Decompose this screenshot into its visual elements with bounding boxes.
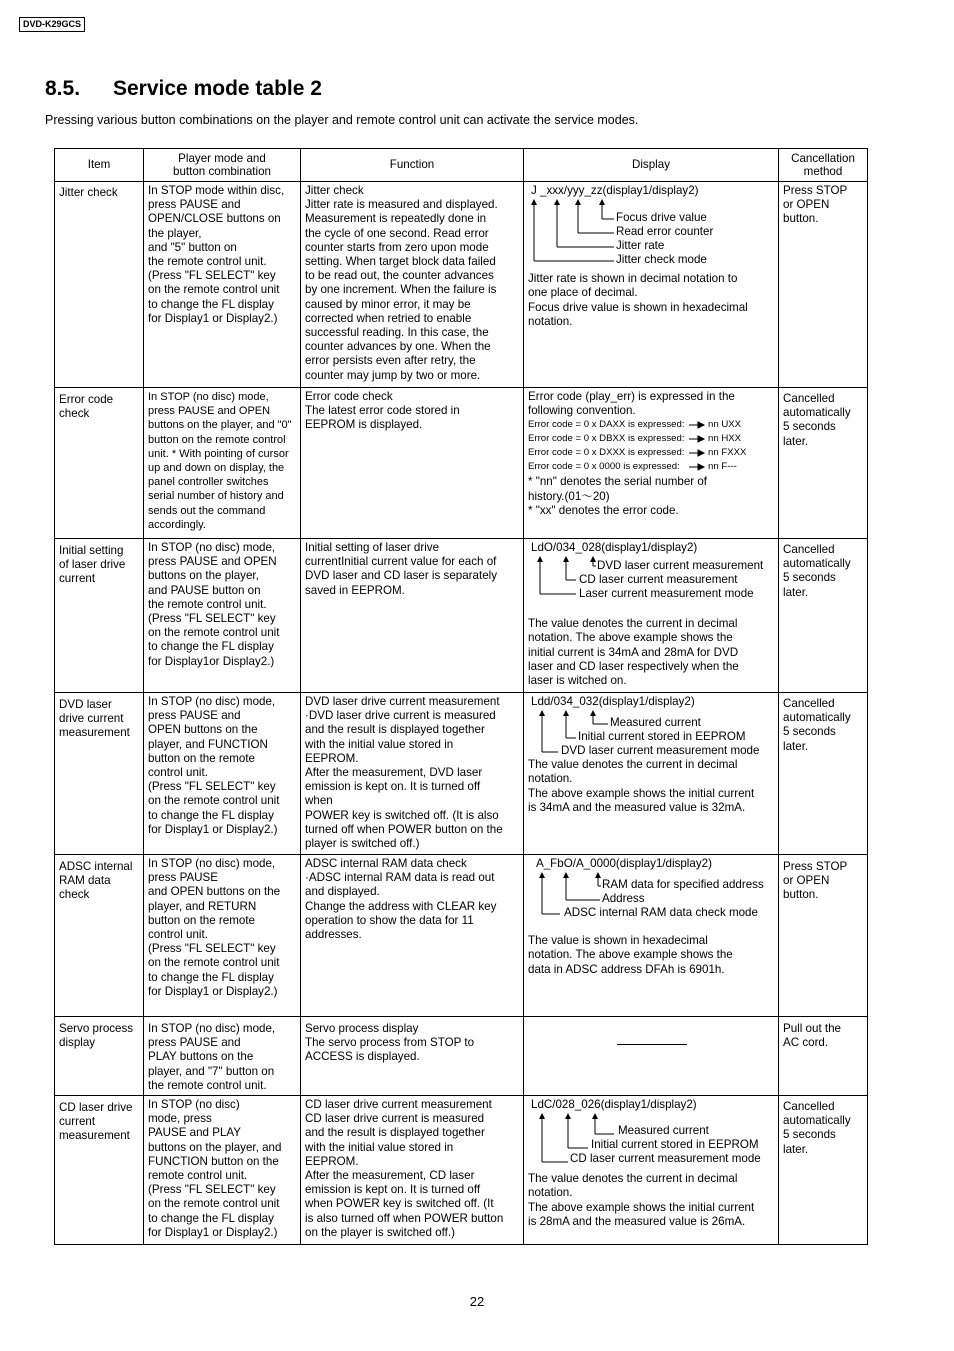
combination-cell: In STOP (no disc) mode, press PAUSE and OPEN buttons on the player, and RETURN button on the remote control unit. (Press "FL SELECT" key on the remote control unit to change the FL display for Display1 or Display2.) [144,855,301,1017]
tree-label: Measured current [610,716,701,730]
combination-cell: In STOP (no disc) mode, press PAUSE and OPEN buttons on the player, and FUNCTION button on the remote control unit. (Press "FL SELECT" key on the remote control unit to change the FL display for Display1 or Display2.) [144,693,301,855]
tree-label: ADSC internal RAM data check mode [564,906,758,920]
error-code-list [528,418,775,475]
display-cell [524,693,779,855]
page-number: 22 [469,1294,485,1309]
tree-label: CD laser current measurement [579,573,738,587]
cancel-cell: Press STOP or OPEN button. [779,855,868,1017]
display-cell [524,1096,779,1245]
tree-label: Measured current [618,1124,709,1138]
item-cell: Initial setting of laser drive current [55,539,144,693]
item-cell: Error code check [55,388,144,539]
display-head: A_FbO/A_0000(display1/display2) [536,857,712,870]
display-note: Jitter rate is shown in decimal notation to one place of decimal. Focus drive value is shown in hexadecimal notation. [528,272,748,328]
section-title-text: Service mode table 2 [113,77,322,100]
item-cell: CD laser drive current measurement [55,1096,144,1245]
table-row [55,1017,868,1096]
cancel-cell: Press STOP or OPEN button. [779,182,868,388]
header-cancellation: Cancellation method [779,149,868,182]
function-cell: ADSC internal RAM data check ·ADSC internal RAM data is read out and displayed. Change the address with CLEAR key operation to show the data for 11 addresses. [301,855,524,1017]
table-row [55,693,868,855]
combination-cell: In STOP (no disc) mode, press PAUSE and PLAY buttons on the player, and "7" button on the remote control unit. [144,1017,301,1096]
display-head: J _xxx/yyy_zz(display1/display2) [531,184,699,197]
model-label: DVD-K29GCS [19,17,85,32]
display-head: Error code (play_err) is expressed in the following convention. [528,390,735,418]
section-number: 8.5. [45,77,81,100]
display-note: * "nn" denotes the serial number of history.(01〜20) * "xx" denotes the error code. [528,475,708,517]
error-code-rule: Error code = 0 x DXXX is expressed: [528,447,685,459]
cancel-cell: Cancelled automatically 5 seconds later. [779,1096,868,1245]
function-cell: DVD laser drive current measurement ·DVD laser drive current is measured and the result is displayed together with the initial value stored in EEPROM. After the measurement, DVD laser emission is kept on. It is turned off when POWER key is switched off. (It is also turned off when POWER button on the player is switched off.) [301,693,524,855]
error-code-result: nn F--- [708,461,737,473]
table-row [55,388,868,539]
cancel-cell: Cancelled automatically 5 seconds later. [779,693,868,855]
item-cell: ADSC internal RAM data check [55,855,144,1017]
tree-label: Laser current measurement mode [579,587,754,601]
tree-label: DVD laser current measurement [597,559,764,573]
error-code-rule: Error code = 0 x DAXX is expressed: [528,419,685,431]
combination-cell: In STOP mode within disc, press PAUSE and OPEN/CLOSE buttons on the player, and "5" button on the remote control unit. (Press "FL SELECT" key on the remote control unit to change the FL display for Display1 or Display2.) [144,182,301,388]
tree-label: CD laser current measurement mode [570,1152,761,1166]
section-title [45,77,322,101]
display-tree [528,555,775,617]
tree-label: DVD laser current measurement mode [561,744,760,758]
display-cell [524,1017,779,1096]
tree-label: Initial current stored in EEPROM [591,1138,759,1152]
display-tree [528,198,775,272]
tree-label: RAM data for specified address [602,878,764,892]
item-cell: Servo process display [55,1017,144,1096]
arrow-icon [528,418,778,475]
item-cell: Jitter check [55,182,144,388]
table-row [55,182,868,388]
display-cell [524,182,779,388]
table-row [55,539,868,693]
display-tree [528,709,775,758]
display-note: The value is shown in hexadecimal notation. The above example shows the data in ADSC address DFAh is 6901h. [528,934,733,976]
function-cell: Servo process display The servo process from STOP to ACCESS is displayed. [301,1017,524,1096]
display-note: The value denotes the current in decimal notation. The above example shows the initial current is 34mA and 28mA for DVD laser and CD laser respectively when the laser is witched on. [528,617,739,688]
blank-display-dash [617,1044,687,1045]
error-code-result: nn UXX [708,419,742,431]
cancel-cell: Cancelled automatically 5 seconds later. [779,539,868,693]
function-cell: CD laser drive current measurement CD laser drive current is measured and the result is displayed together with the initial value stored in EEPROM. After the measurement, CD laser emission is kept on. It is turned off when POWER key is switched off. (It is also turned off when POWER button on the player is switched off.) [301,1096,524,1245]
display-note: The value denotes the current in decimal notation. The above example shows the initial current is 34mA and the measured value is 32mA. [528,758,755,814]
intro-paragraph: Pressing various button combinations on the player and remote control unit can activate the service modes. [45,113,639,127]
service-mode-table [54,148,868,1245]
display-note: The value denotes the current in decimal notation. The above example shows the initial current is 28mA and the measured value is 26mA. [528,1172,755,1228]
combination-cell: In STOP (no disc) mode, press PAUSE and OPEN buttons on the player, and "0" button on the remote control unit. * With pointing of cursor up and down on display, the panel controller switches serial number of history and sends out the command accordingly. [144,388,301,539]
display-tree [528,1112,775,1172]
display-tree [528,871,775,934]
error-code-rule: Error code = 0 x 0000 is expressed: [528,461,680,473]
cancel-cell: Pull out the AC cord. [779,1017,868,1096]
function-cell: Initial setting of laser drive currentInitial current value for each of DVD laser and CD laser is separately saved in EEPROM. [301,539,524,693]
tree-label: Read error counter [616,225,714,239]
tree-label: Initial current stored in EEPROM [578,730,746,744]
error-code-result: nn FXXX [708,447,747,459]
cancel-cell: Cancelled automatically 5 seconds later. [779,388,868,539]
table-row [55,855,868,1017]
display-cell [524,855,779,1017]
header-item: Item [55,149,144,182]
tree-label: Focus drive value [616,211,707,225]
display-cell [524,539,779,693]
combination-cell: In STOP (no disc) mode, press PAUSE and PLAY buttons on the player, and FUNCTION button on the remote control unit. (Press "FL SELECT" key on the remote control unit to change the FL display for Display1 or Display2.) [144,1096,301,1245]
header-function: Function [301,149,524,182]
header-display: Display [524,149,779,182]
display-head: LdO/034_028(display1/display2) [531,541,698,554]
display-head: Ldd/034_032(display1/display2) [531,695,695,708]
item-cell: DVD laser drive current measurement [55,693,144,855]
table-row [55,1096,868,1245]
header-combination: Player mode and button combination [144,149,301,182]
function-cell: Error code check The latest error code stored in EEPROM is displayed. [301,388,524,539]
table-header-row [55,149,868,182]
tree-label: Address [602,892,645,906]
display-cell [524,388,779,539]
tree-label: Jitter check mode [616,253,707,267]
function-cell: Jitter check Jitter rate is measured and displayed. Measurement is repeatedly done in the cycle of one second. Read error counter starts from zero upon mode setting. When target block data failed to be read out, the counter advances by one increment. When the failure is caused by minor error, it may be corrected when retried to enable successful reading. In this case, the counter advances by one. When the error persists even after retry, the counter may jump by two or more. [301,182,524,388]
tree-label: Jitter rate [616,239,665,253]
combination-cell: In STOP (no disc) mode, press PAUSE and OPEN buttons on the player, and PAUSE button on the remote control unit. (Press "FL SELECT" key on the remote control unit to change the FL display for Display1or Display2.) [144,539,301,693]
error-code-rule: Error code = 0 x DBXX is expressed: [528,433,685,445]
error-code-result: nn HXX [708,433,742,445]
display-head: LdC/028_026(display1/display2) [531,1098,697,1112]
